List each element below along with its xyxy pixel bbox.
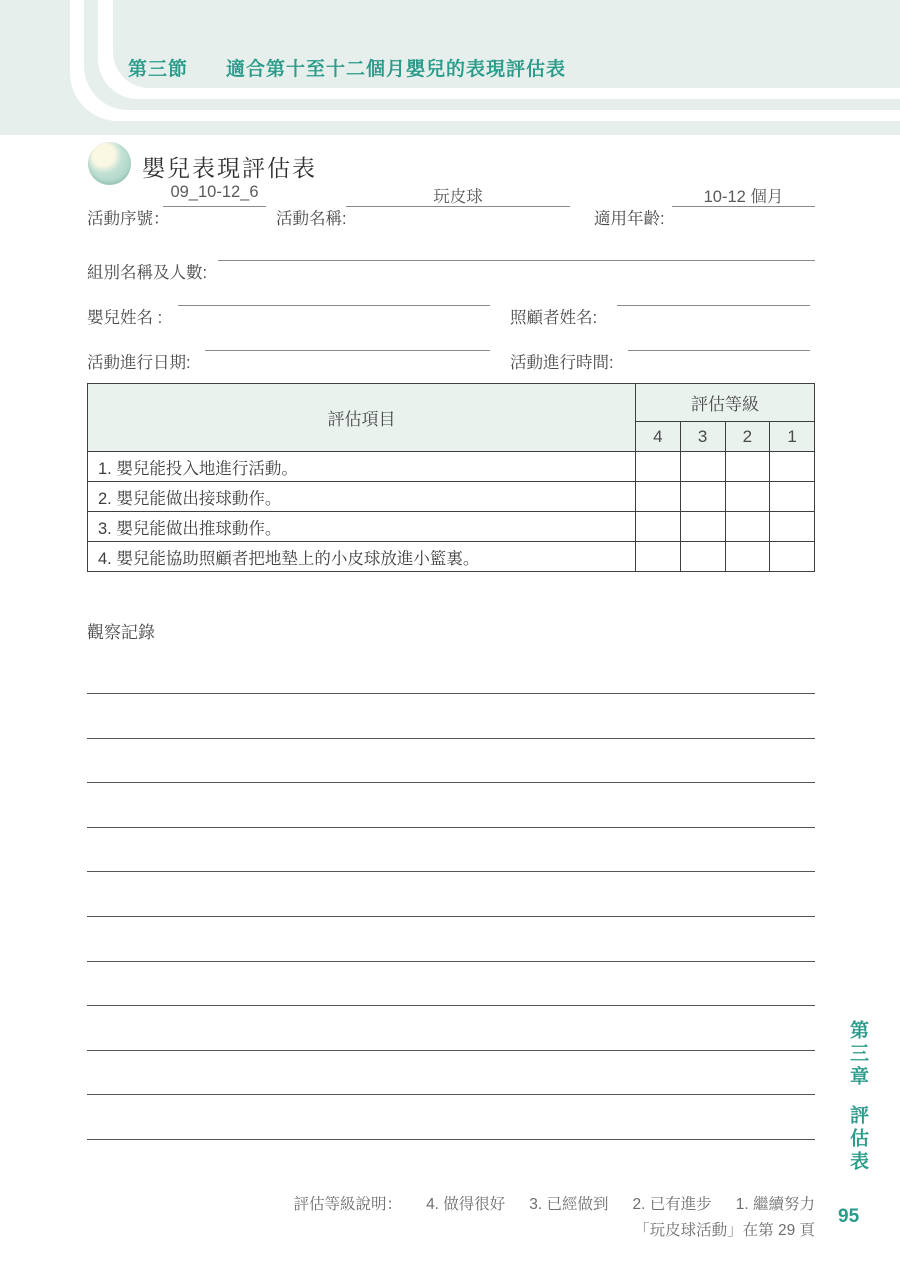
chapter-sub-label: 評估表	[847, 1105, 868, 1174]
rating-legend-item: 1. 繼續努力	[735, 1196, 815, 1213]
observation-line	[87, 1050, 815, 1051]
rating-cell	[680, 512, 725, 542]
rating-level-1: 1	[770, 422, 815, 452]
section-title: 適合第十至十二個月嬰兒的表現評估表	[226, 59, 567, 80]
rating-cell	[770, 482, 815, 512]
rating-level-3: 3	[680, 422, 725, 452]
observation-line	[87, 693, 815, 694]
table-row	[88, 452, 815, 482]
age-label: 適用年齡:	[594, 210, 665, 228]
rating-cell	[680, 542, 725, 572]
item-text: 1. 嬰兒能投入地進行活動。	[88, 452, 636, 482]
rating-cell	[725, 512, 770, 542]
rating-legend-item: 2. 已有進步	[632, 1196, 712, 1213]
section-header	[128, 54, 566, 81]
group-field	[218, 237, 815, 261]
rating-cell	[770, 452, 815, 482]
observation-line	[87, 916, 815, 917]
chapter-label: 第三章	[847, 1020, 868, 1089]
rating-cell	[636, 452, 681, 482]
observation-line	[87, 782, 815, 783]
activity-no-label: 活動序號：	[87, 210, 170, 228]
observation-line	[87, 871, 815, 872]
item-column-header: 評估項目	[88, 384, 636, 452]
table-row	[88, 482, 815, 512]
date-label: 活動進行日期:	[87, 354, 191, 372]
page-title: 嬰兒表現評估表	[142, 155, 317, 181]
rating-legend-label: 評估等級說明：	[293, 1196, 403, 1213]
activity-no-field: 09_10-12_6	[163, 183, 266, 207]
activity-name-label: 活動名稱:	[276, 210, 347, 228]
observation-line	[87, 827, 815, 828]
rating-cell	[770, 512, 815, 542]
date-field	[205, 327, 490, 351]
page-number: 95	[838, 1206, 860, 1227]
time-field	[628, 327, 810, 351]
reference-note: 「玩皮球活動」在第 29 頁	[634, 1222, 815, 1239]
section-header-band	[0, 0, 900, 135]
rating-level-4: 4	[636, 422, 681, 452]
observation-line	[87, 961, 815, 962]
group-label: 組別名稱及人數:	[87, 264, 208, 282]
age-field: 10-12 個月	[672, 183, 815, 207]
infant-name-label: 嬰兒姓名 :	[87, 309, 163, 327]
observation-line	[87, 1005, 815, 1006]
rating-cell	[725, 542, 770, 572]
time-label: 活動進行時間:	[510, 354, 614, 372]
rating-cell	[680, 482, 725, 512]
item-text: 2. 嬰兒能做出接球動作。	[88, 482, 636, 512]
infant-name-field	[178, 282, 490, 306]
observation-line	[87, 1094, 815, 1095]
rating-legend-item: 3. 已經做到	[529, 1196, 609, 1213]
rating-cell	[636, 482, 681, 512]
rating-cell	[636, 512, 681, 542]
item-text: 4. 嬰兒能協助照顧者把地墊上的小皮球放進小籃裏。	[88, 542, 636, 572]
assessment-table	[87, 383, 815, 572]
rating-level-2: 2	[725, 422, 770, 452]
rating-column-header: 評估等級	[636, 384, 815, 422]
table-row	[88, 542, 815, 572]
caregiver-field	[617, 282, 810, 306]
rating-cell	[636, 542, 681, 572]
caregiver-label: 照顧者姓名:	[510, 309, 598, 327]
observation-line	[87, 738, 815, 739]
observation-label: 觀察記錄	[87, 623, 155, 642]
rating-cell	[725, 452, 770, 482]
rating-cell	[770, 542, 815, 572]
table-row	[88, 512, 815, 542]
rating-cell	[725, 482, 770, 512]
rating-legend	[294, 1192, 815, 1214]
rating-legend-item: 4. 做得很好	[426, 1196, 506, 1213]
section-number: 第三節	[128, 59, 189, 80]
green-ball-icon	[88, 142, 131, 185]
rating-cell	[680, 452, 725, 482]
observation-line	[87, 1139, 815, 1140]
activity-name-field: 玩皮球	[346, 183, 570, 207]
item-text: 3. 嬰兒能做出推球動作。	[88, 512, 636, 542]
chapter-tab	[844, 1020, 871, 1174]
